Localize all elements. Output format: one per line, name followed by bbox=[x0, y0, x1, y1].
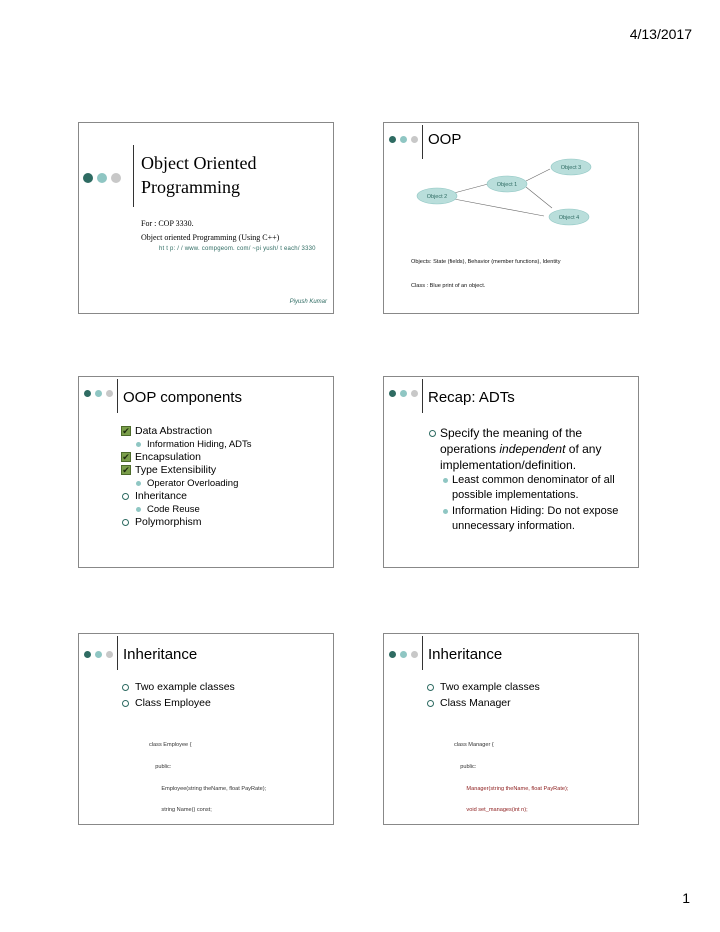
decorative-dots bbox=[389, 651, 418, 658]
dot-dark-icon bbox=[84, 390, 91, 397]
list-item: Information Hiding, ADTs bbox=[121, 438, 252, 451]
object-1-label: Object 1 bbox=[496, 182, 518, 188]
course-url: ht t p: / / www. compgeom. com/ ~pi yush/ t each/ 3330 bbox=[159, 246, 316, 252]
bullet-circle-icon bbox=[427, 700, 434, 707]
components-list bbox=[121, 425, 252, 529]
dot-gray-icon bbox=[411, 136, 418, 143]
manager-class-code bbox=[454, 728, 581, 825]
list-item: Class Employee bbox=[121, 697, 235, 710]
object-3-label: Object 3 bbox=[560, 165, 582, 171]
note-line: Class : Blue print of an object. bbox=[411, 282, 486, 289]
employee-class-code bbox=[149, 728, 276, 825]
decorative-dots bbox=[83, 173, 121, 183]
checkbox-icon: ✔ bbox=[122, 452, 130, 462]
code-line: class Manager { bbox=[454, 742, 494, 749]
dot-gray-icon bbox=[411, 390, 418, 397]
adt-main-point: Specify the meaning of the operations independent of any implementation/definition. bbox=[428, 425, 618, 473]
slide-inheritance-manager bbox=[383, 633, 639, 825]
bullet-circle-icon bbox=[122, 684, 129, 691]
bullet-dot-icon bbox=[443, 509, 448, 514]
bullet-dot-icon bbox=[136, 481, 141, 486]
code-line: public: bbox=[149, 764, 172, 771]
edge-1-4 bbox=[526, 187, 552, 208]
slide-heading: Inheritance bbox=[428, 646, 503, 663]
list-item: Class Manager bbox=[426, 697, 540, 710]
note-line bbox=[411, 306, 588, 314]
course-line: For : COP 3330. bbox=[141, 219, 194, 228]
dot-dark-icon bbox=[84, 651, 91, 658]
dot-gray-icon bbox=[106, 651, 113, 658]
list-item: Inheritance bbox=[121, 490, 252, 503]
object-4-label: Object 4 bbox=[558, 215, 580, 221]
dot-teal-icon bbox=[95, 390, 102, 397]
code-line: string Name() const; bbox=[149, 807, 212, 814]
title-divider bbox=[422, 379, 423, 413]
decorative-dots bbox=[389, 136, 418, 143]
bullet-circle-icon bbox=[122, 519, 129, 526]
adt-sub-point-2: Information Hiding: Do not expose unnecessary information. bbox=[442, 504, 634, 534]
bullet-circle-icon bbox=[427, 684, 434, 691]
code-line: Manager(string theName, float PayRate); bbox=[454, 785, 569, 792]
list-item: Two example classes bbox=[426, 681, 540, 694]
dot-dark-icon bbox=[389, 390, 396, 397]
dot-gray-icon bbox=[106, 390, 113, 397]
oop-notes bbox=[411, 244, 588, 314]
slide-heading: Recap: ADTs bbox=[428, 389, 515, 406]
title-divider bbox=[133, 145, 134, 207]
dot-dark-icon bbox=[83, 173, 93, 183]
checkbox-icon: ✔ bbox=[122, 465, 130, 475]
slide-heading: OOP components bbox=[123, 389, 242, 406]
dot-teal-icon bbox=[400, 390, 407, 397]
list-item: Polymorphism bbox=[121, 516, 252, 529]
inheritance-bullets bbox=[426, 681, 540, 710]
edge-2-1 bbox=[454, 184, 488, 193]
bullet-circle-icon bbox=[122, 493, 129, 500]
adt-sub-point-1: Least common denominator of all possible implementations. bbox=[442, 473, 634, 503]
decorative-dots bbox=[84, 651, 113, 658]
decorative-dots bbox=[389, 390, 418, 397]
note-line: Objects: State (fields), Behavior (member functions), Identity bbox=[411, 259, 561, 266]
title-divider bbox=[117, 379, 118, 413]
code-line: void set_manages(int n); bbox=[454, 807, 528, 814]
slide-inheritance-employee bbox=[78, 633, 334, 825]
dot-dark-icon bbox=[389, 651, 396, 658]
list-item: ✔ Encapsulation bbox=[122, 451, 201, 463]
list-item: Two example classes bbox=[121, 681, 235, 694]
page-number: 1 bbox=[682, 890, 690, 906]
dot-gray-icon bbox=[111, 173, 121, 183]
list-item: Code Reuse bbox=[121, 503, 252, 516]
slide-oop bbox=[383, 122, 639, 314]
object-2-label: Object 2 bbox=[426, 194, 448, 200]
bullet-circle-icon bbox=[429, 430, 436, 437]
title-divider bbox=[117, 636, 118, 670]
title-divider bbox=[422, 636, 423, 670]
dot-teal-icon bbox=[400, 651, 407, 658]
bullet-dot-icon bbox=[136, 442, 141, 447]
page-date: 4/13/2017 bbox=[629, 26, 692, 42]
code-line: public: bbox=[454, 764, 477, 771]
slide-title bbox=[78, 122, 334, 314]
inheritance-bullets bbox=[121, 681, 235, 710]
bullet-dot-icon bbox=[443, 478, 448, 483]
dot-gray-icon bbox=[411, 651, 418, 658]
slide-heading: Inheritance bbox=[123, 646, 198, 663]
subtitle-line: Object oriented Programming (Using C++) bbox=[141, 233, 280, 242]
edge-2-4 bbox=[454, 199, 544, 216]
bullet-dot-icon bbox=[136, 507, 141, 512]
author-name: Piyush Kumar bbox=[289, 299, 327, 305]
dot-teal-icon bbox=[97, 173, 107, 183]
title-line-2: Programming bbox=[141, 177, 240, 197]
checkbox-icon: ✔ bbox=[122, 426, 130, 436]
decorative-dots bbox=[84, 390, 113, 397]
list-item: ✔ Type Extensibility bbox=[122, 464, 217, 476]
slide-recap-adts bbox=[383, 376, 639, 568]
bullet-circle-icon bbox=[122, 700, 129, 707]
code-line: Employee(string theName, float PayRate); bbox=[149, 785, 267, 792]
slide-heading: OOP bbox=[428, 131, 462, 148]
dot-dark-icon bbox=[389, 136, 396, 143]
slide-oop-components bbox=[78, 376, 334, 568]
title-line-1: Object Oriented bbox=[141, 153, 257, 173]
list-item: ✔ Data Abstraction bbox=[122, 425, 213, 437]
code-line: class Employee { bbox=[149, 742, 192, 749]
dot-teal-icon bbox=[95, 651, 102, 658]
list-item: Operator Overloading bbox=[121, 477, 252, 490]
dot-teal-icon bbox=[400, 136, 407, 143]
edge-1-3 bbox=[526, 169, 550, 181]
